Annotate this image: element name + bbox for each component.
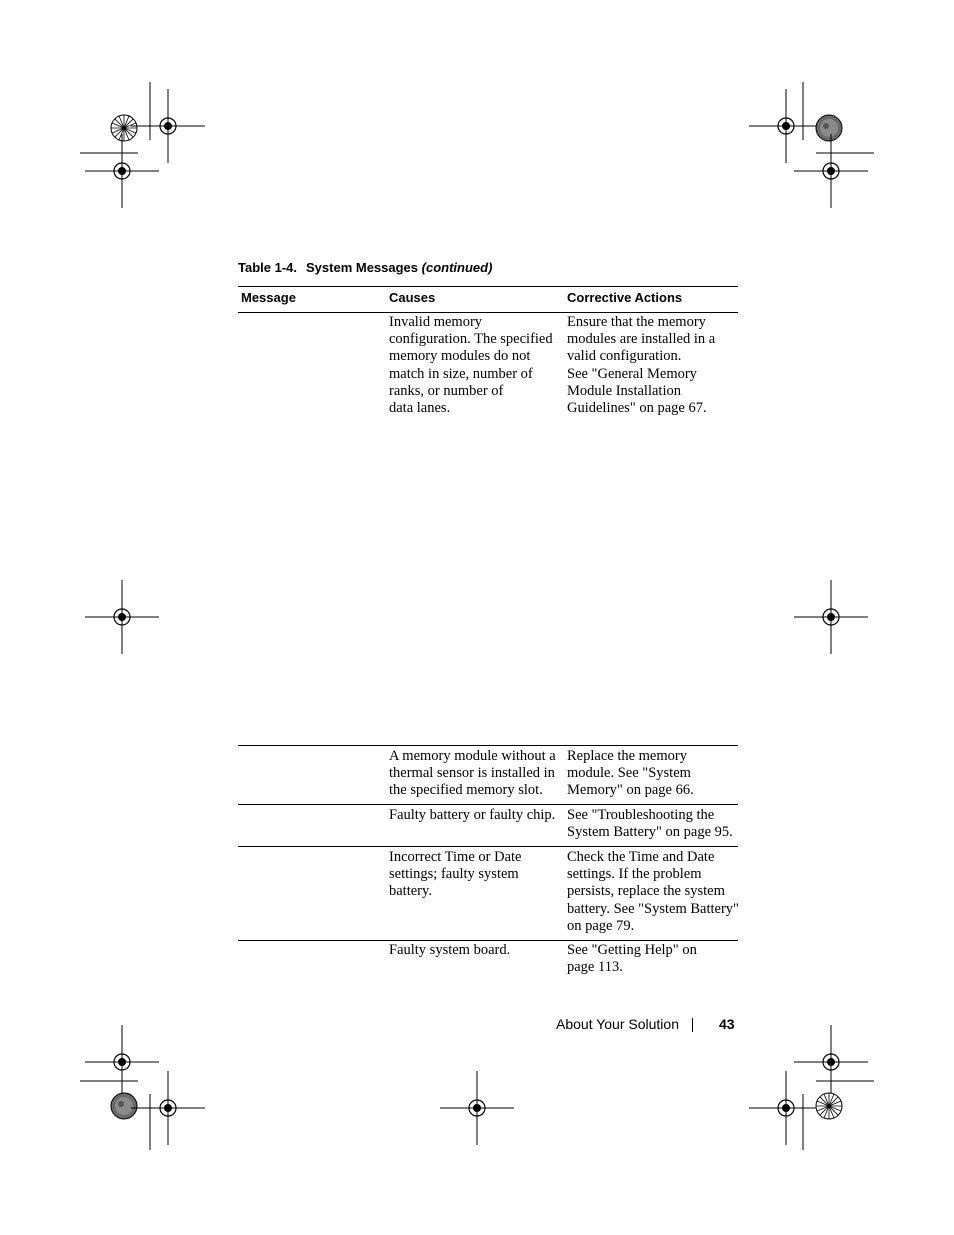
text-line: System Battery" on page 95. xyxy=(567,824,733,841)
text-line: Invalid memory xyxy=(389,314,483,330)
text-line: Replace the memory xyxy=(567,748,687,764)
text-line: settings. If the problem xyxy=(567,866,702,883)
text-line: ranks, or number of xyxy=(389,382,504,399)
text-line: Guidelines" on page 67. xyxy=(567,400,707,417)
text-line: page 113. xyxy=(567,959,623,976)
text-line: on page 79. xyxy=(567,917,635,934)
text-line: thermal sensor is installed in xyxy=(389,765,555,782)
text-line: data lanes. xyxy=(389,400,451,417)
text-line: Faulty system board. xyxy=(389,942,511,958)
page-number: 43 xyxy=(719,1016,735,1032)
text-line: battery. xyxy=(389,883,432,900)
column-header-actions: Corrective Actions xyxy=(567,290,683,305)
text-line: battery. See "System Battery" xyxy=(567,900,739,917)
table-continued: (continued) xyxy=(421,260,493,275)
text-line: match in size, number of xyxy=(389,365,533,382)
text-line: Ensure that the memory xyxy=(567,314,706,330)
footer-section-title: About Your Solution xyxy=(556,1016,679,1032)
text-line: See "General Memory xyxy=(567,365,697,382)
text-line: Faulty battery or faulty chip. xyxy=(389,807,556,823)
text-line: Incorrect Time or Date xyxy=(389,849,522,865)
column-header-causes: Causes xyxy=(389,290,436,305)
text-line: configuration. The specified xyxy=(389,331,553,348)
text-line: persists, replace the system xyxy=(567,883,725,900)
text-line: module. See "System xyxy=(567,765,691,782)
text-line: memory modules do not xyxy=(389,348,531,365)
text-line: Module Installation xyxy=(567,382,681,399)
text-line: the specified memory slot. xyxy=(389,782,543,799)
text-line: Memory" on page 66. xyxy=(567,782,694,799)
text-line: A memory module without a xyxy=(389,748,556,764)
table-number: Table 1-4. xyxy=(238,260,298,275)
text-line: Check the Time and Date xyxy=(567,849,715,865)
table-title: System Messages xyxy=(306,260,419,275)
column-header-message: Message xyxy=(241,290,296,305)
text-line: modules are installed in a xyxy=(567,331,716,348)
text-line: valid configuration. xyxy=(567,348,682,365)
text-line: See "Getting Help" on xyxy=(567,942,697,958)
text-line: settings; faulty system xyxy=(389,866,519,883)
text-line: See "Troubleshooting the xyxy=(567,807,715,823)
